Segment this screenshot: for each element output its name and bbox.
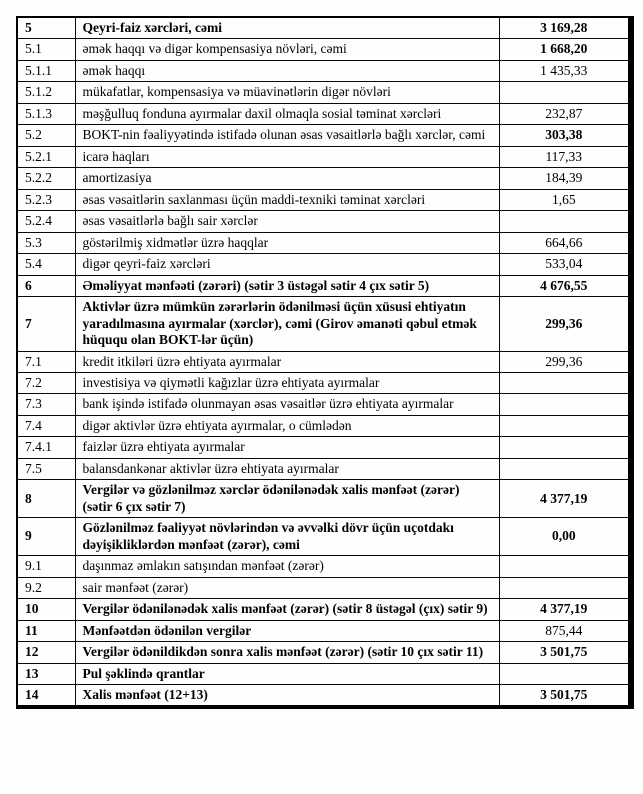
- row-value: [499, 437, 631, 458]
- row-value: 664,66: [499, 232, 631, 253]
- row-value: [499, 458, 631, 479]
- row-number: 5.2.4: [17, 211, 75, 232]
- row-number: 9: [17, 518, 75, 556]
- row-value: 4 676,55: [499, 275, 631, 296]
- table-row: [17, 232, 631, 253]
- row-label: BOKT-nin fəaliyyətində istifadə olunan əsas vəsaitlərlə bağlı xərclər, cəmi: [75, 125, 499, 146]
- table-row: [17, 125, 631, 146]
- row-value: 1,65: [499, 189, 631, 210]
- row-label: faizlər üzrə ehtiyata ayırmalar: [75, 437, 499, 458]
- row-number: 9.1: [17, 556, 75, 577]
- row-label: Vergilər ödənilənədək xalis mənfəət (zərər) (sətir 8 üstəgəl (çıx) sətir 9): [75, 599, 499, 620]
- table-row: [17, 663, 631, 684]
- row-number: 5.4: [17, 254, 75, 275]
- row-number: 14: [17, 685, 75, 708]
- row-value: 3 501,75: [499, 685, 631, 708]
- row-label: Vergilər ödənildikdən sonra xalis mənfəət (zərər) (sətir 10 çıx sətir 11): [75, 642, 499, 663]
- row-number: 6: [17, 275, 75, 296]
- row-label: əsas vəsaitlərin saxlanması üçün maddi-texniki təminat xərcləri: [75, 189, 499, 210]
- row-value: [499, 415, 631, 436]
- table-row: [17, 17, 631, 39]
- row-label: sair mənfəət (zərər): [75, 577, 499, 598]
- table-row: [17, 685, 631, 708]
- row-number: 8: [17, 480, 75, 518]
- row-value: 3 501,75: [499, 642, 631, 663]
- row-value: 875,44: [499, 620, 631, 641]
- row-label: digər aktivlər üzrə ehtiyata ayırmalar, o cümlədən: [75, 415, 499, 436]
- table-row: [17, 620, 631, 641]
- row-value: 1 435,33: [499, 60, 631, 81]
- table-row: [17, 415, 631, 436]
- table-row: [17, 577, 631, 598]
- table-row: [17, 518, 631, 556]
- row-value: [499, 82, 631, 103]
- row-number: 5.1.1: [17, 60, 75, 81]
- row-value: [499, 211, 631, 232]
- row-number: 7.5: [17, 458, 75, 479]
- row-number: 5.2.2: [17, 168, 75, 189]
- row-value: 0,00: [499, 518, 631, 556]
- row-label: investisiya və qiymətli kağızlar üzrə ehtiyata ayırmalar: [75, 372, 499, 393]
- row-number: 5.2.3: [17, 189, 75, 210]
- row-number: 9.2: [17, 577, 75, 598]
- row-number: 5.1.3: [17, 103, 75, 124]
- row-value: [499, 372, 631, 393]
- row-label: mükafatlar, kompensasiya və müavinətlərin digər növləri: [75, 82, 499, 103]
- row-value: 184,39: [499, 168, 631, 189]
- row-value: 303,38: [499, 125, 631, 146]
- report-table-body: [17, 17, 631, 707]
- table-row: [17, 82, 631, 103]
- row-number: 5.1: [17, 39, 75, 60]
- table-row: [17, 458, 631, 479]
- row-number: 7.4: [17, 415, 75, 436]
- row-label: digər qeyri-faiz xərcləri: [75, 254, 499, 275]
- row-number: 7.3: [17, 394, 75, 415]
- row-label: Pul şəklində qrantlar: [75, 663, 499, 684]
- row-value: 117,33: [499, 146, 631, 167]
- row-label: əmək haqqı: [75, 60, 499, 81]
- table-row: [17, 189, 631, 210]
- table-row: [17, 556, 631, 577]
- row-number: 5.2: [17, 125, 75, 146]
- row-number: 10: [17, 599, 75, 620]
- row-label: Vergilər və gözlənilməz xərclər ödənilənədək xalis mənfəət (zərər) (sətir 6 çıx sətir 7): [75, 480, 499, 518]
- row-number: 5.1.2: [17, 82, 75, 103]
- row-value: 533,04: [499, 254, 631, 275]
- table-row: [17, 168, 631, 189]
- table-row: [17, 39, 631, 60]
- table-row: [17, 480, 631, 518]
- table-row: [17, 146, 631, 167]
- row-value: [499, 663, 631, 684]
- row-label: Xalis mənfəət (12+13): [75, 685, 499, 708]
- row-label: balansdankənar aktivlər üzrə ehtiyata ayırmalar: [75, 458, 499, 479]
- row-value: 4 377,19: [499, 480, 631, 518]
- row-number: 7.1: [17, 351, 75, 372]
- row-value: [499, 577, 631, 598]
- row-number: 5.3: [17, 232, 75, 253]
- row-number: 7.2: [17, 372, 75, 393]
- row-label: göstərilmiş xidmətlər üzrə haqqlar: [75, 232, 499, 253]
- row-value: 299,36: [499, 297, 631, 351]
- row-label: əsas vəsaitlərlə bağlı sair xərclər: [75, 211, 499, 232]
- row-label: amortizasiya: [75, 168, 499, 189]
- row-value: [499, 394, 631, 415]
- row-value: 4 377,19: [499, 599, 631, 620]
- row-value: 232,87: [499, 103, 631, 124]
- row-number: 12: [17, 642, 75, 663]
- row-label: Mənfəətdən ödənilən vergilər: [75, 620, 499, 641]
- table-row: [17, 254, 631, 275]
- row-value: 1 668,20: [499, 39, 631, 60]
- table-row: [17, 297, 631, 351]
- row-label: əmək haqqı və digər kompensasiya növləri, cəmi: [75, 39, 499, 60]
- row-number: 7.4.1: [17, 437, 75, 458]
- table-row: [17, 211, 631, 232]
- row-label: Aktivlər üzrə mümkün zərərlərin ödənilməsi üçün xüsusi ehtiyatın yaradılmasına ayırmalar (xərclər), cəmi (Girov əmanəti qəbul etmək hüququ olan BOKT-lər üçün): [75, 297, 499, 351]
- financial-report-table: [16, 16, 634, 709]
- table-row: [17, 394, 631, 415]
- row-label: daşınmaz əmlakın satışından mənfəət (zərər): [75, 556, 499, 577]
- table-row: [17, 372, 631, 393]
- row-number: 5.2.1: [17, 146, 75, 167]
- row-number: 5: [17, 17, 75, 39]
- row-number: 7: [17, 297, 75, 351]
- row-number: 13: [17, 663, 75, 684]
- row-value: 3 169,28: [499, 17, 631, 39]
- table-row: [17, 642, 631, 663]
- row-label: Əməliyyat mənfəəti (zərəri) (sətir 3 üstəgəl sətir 4 çıx sətir 5): [75, 275, 499, 296]
- table-row: [17, 437, 631, 458]
- row-label: Gözlənilməz fəaliyyət növlərindən və əvvəlki dövr üçün uçotdakı dəyişikliklərdən mənfəət (zərər), cəmi: [75, 518, 499, 556]
- row-label: Qeyri-faiz xərcləri, cəmi: [75, 17, 499, 39]
- table-row: [17, 275, 631, 296]
- row-number: 11: [17, 620, 75, 641]
- row-label: məşğulluq fonduna ayırmalar daxil olmaqla sosial təminat xərcləri: [75, 103, 499, 124]
- table-row: [17, 599, 631, 620]
- row-label: icarə haqları: [75, 146, 499, 167]
- row-label: kredit itkiləri üzrə ehtiyata ayırmalar: [75, 351, 499, 372]
- row-value: [499, 556, 631, 577]
- row-value: 299,36: [499, 351, 631, 372]
- table-row: [17, 60, 631, 81]
- table-row: [17, 351, 631, 372]
- table-row: [17, 103, 631, 124]
- row-label: bank işində istifadə olunmayan əsas vəsaitlər üzrə ehtiyata ayırmalar: [75, 394, 499, 415]
